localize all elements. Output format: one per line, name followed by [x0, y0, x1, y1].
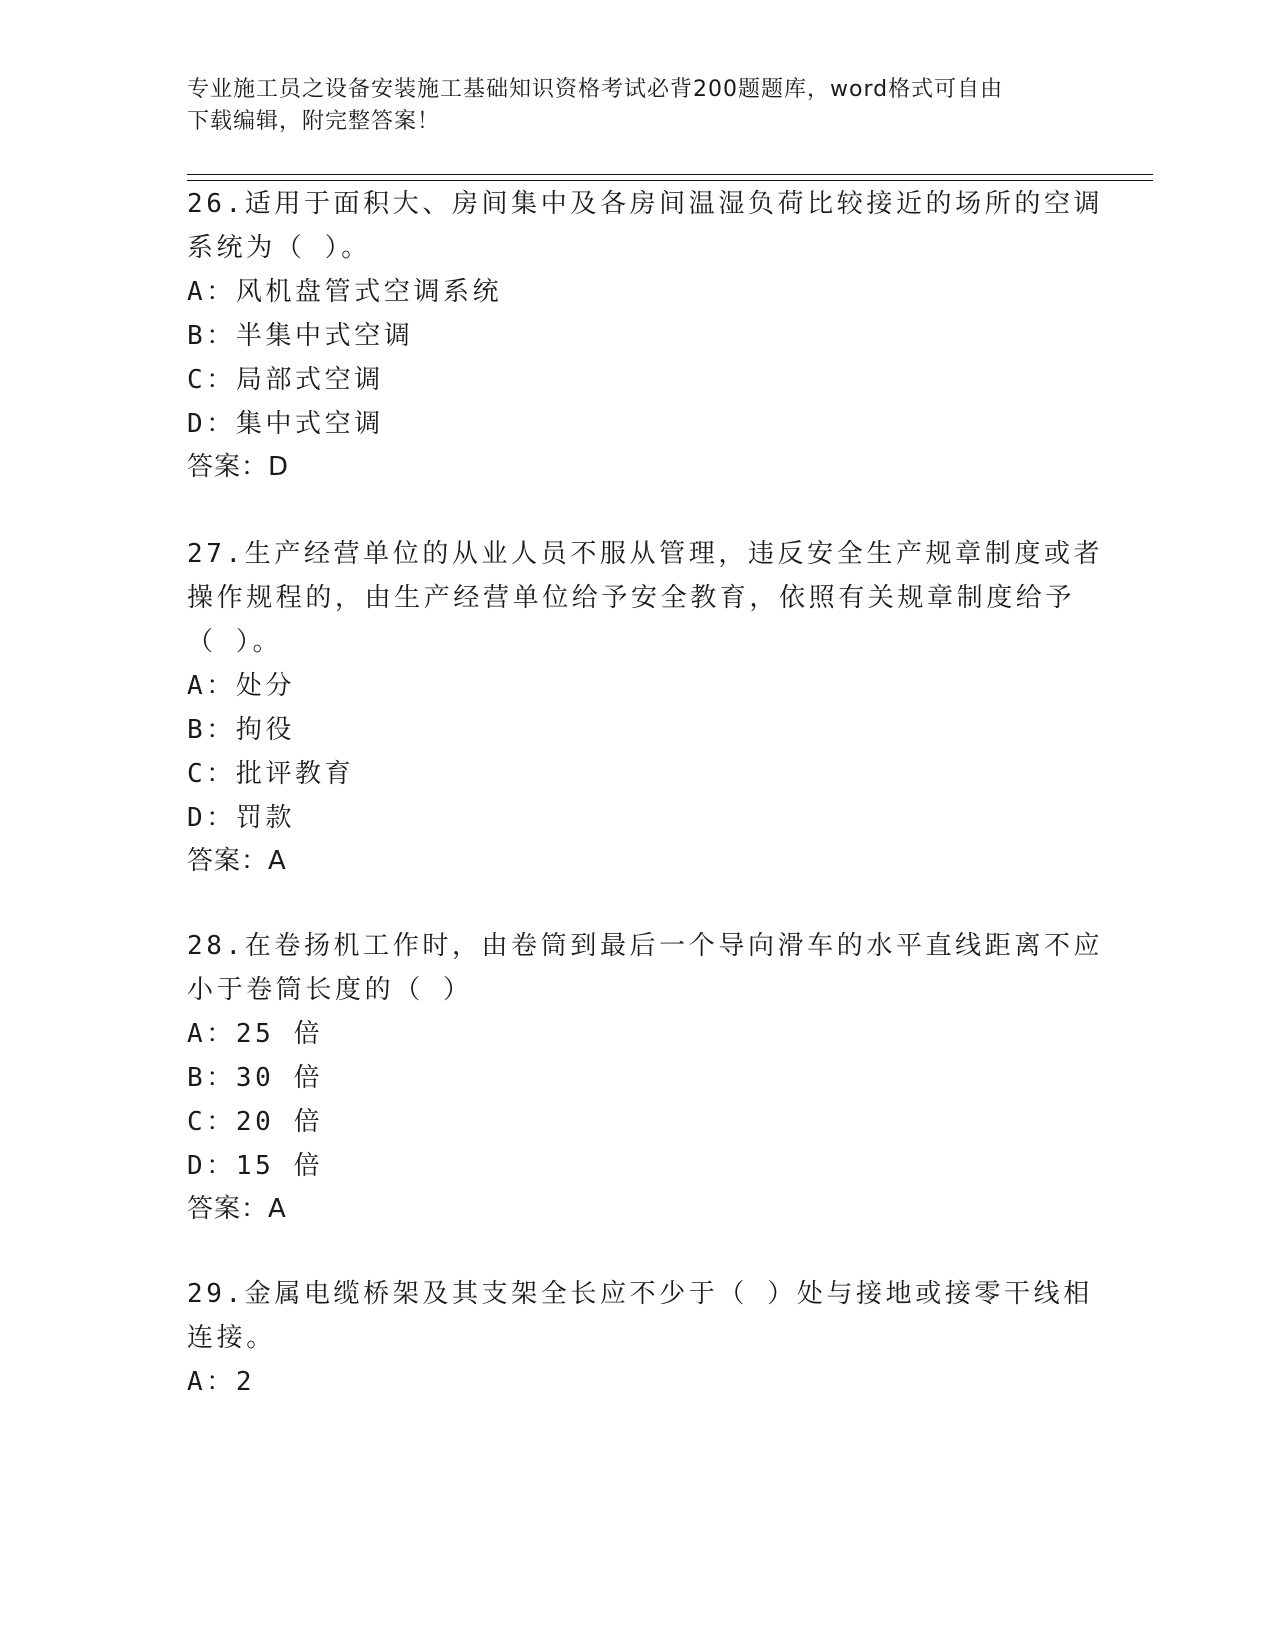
document-header — [187, 74, 1087, 138]
question-stem-line: 28.在卷扬机工作时，由卷筒到最后一个导向滑车的水平直线距离不应 — [187, 931, 1104, 961]
option-a: A：2 — [187, 1367, 256, 1397]
answer-line: 答案：D — [187, 452, 290, 482]
question-stem-line: 小于卷筒长度的（ ） — [187, 975, 473, 1005]
header-line-1: 专业施工员之设备安装施工基础知识资格考试必背200题题库，word格式可自由 — [187, 77, 1004, 102]
question-stem-line: 系统为（ ）。 — [187, 233, 371, 263]
option-c: C：20 倍 — [187, 1107, 324, 1137]
option-d: D：罚款 — [187, 803, 296, 833]
option-d: D：15 倍 — [187, 1151, 324, 1181]
header-rule-top — [187, 174, 1153, 175]
question-stem-line: 连接。 — [187, 1323, 276, 1353]
option-c: C：局部式空调 — [187, 365, 384, 395]
question-stem-line: 操作规程的，由生产经营单位给予安全教育，依照有关规章制度给予 — [187, 583, 1076, 613]
option-b: B：30 倍 — [187, 1063, 324, 1093]
answer-line: 答案：A — [187, 846, 287, 876]
question-stem-line: 27.生产经营单位的从业人员不服从管理，违反安全生产规章制度或者 — [187, 539, 1104, 569]
answer-line: 答案：A — [187, 1194, 287, 1224]
option-a: A：25 倍 — [187, 1019, 324, 1049]
header-rule-bottom — [187, 180, 1153, 181]
question-stem-line: 29.金属电缆桥架及其支架全长应不少于（ ）处与接地或接零干线相 — [187, 1279, 1093, 1309]
question-stem-line: （ ）。 — [187, 627, 283, 657]
option-b: B：半集中式空调 — [187, 321, 414, 351]
option-b: B：拘役 — [187, 715, 296, 745]
option-a: A：处分 — [187, 671, 296, 701]
option-d: D：集中式空调 — [187, 409, 384, 439]
question-stem-line: 26.适用于面积大、房间集中及各房间温湿负荷比较接近的场所的空调 — [187, 189, 1104, 219]
header-line-2: 下载编辑，附完整答案！ — [187, 109, 441, 134]
option-c: C：批评教育 — [187, 759, 355, 789]
option-a: A：风机盘管式空调系统 — [187, 277, 503, 307]
